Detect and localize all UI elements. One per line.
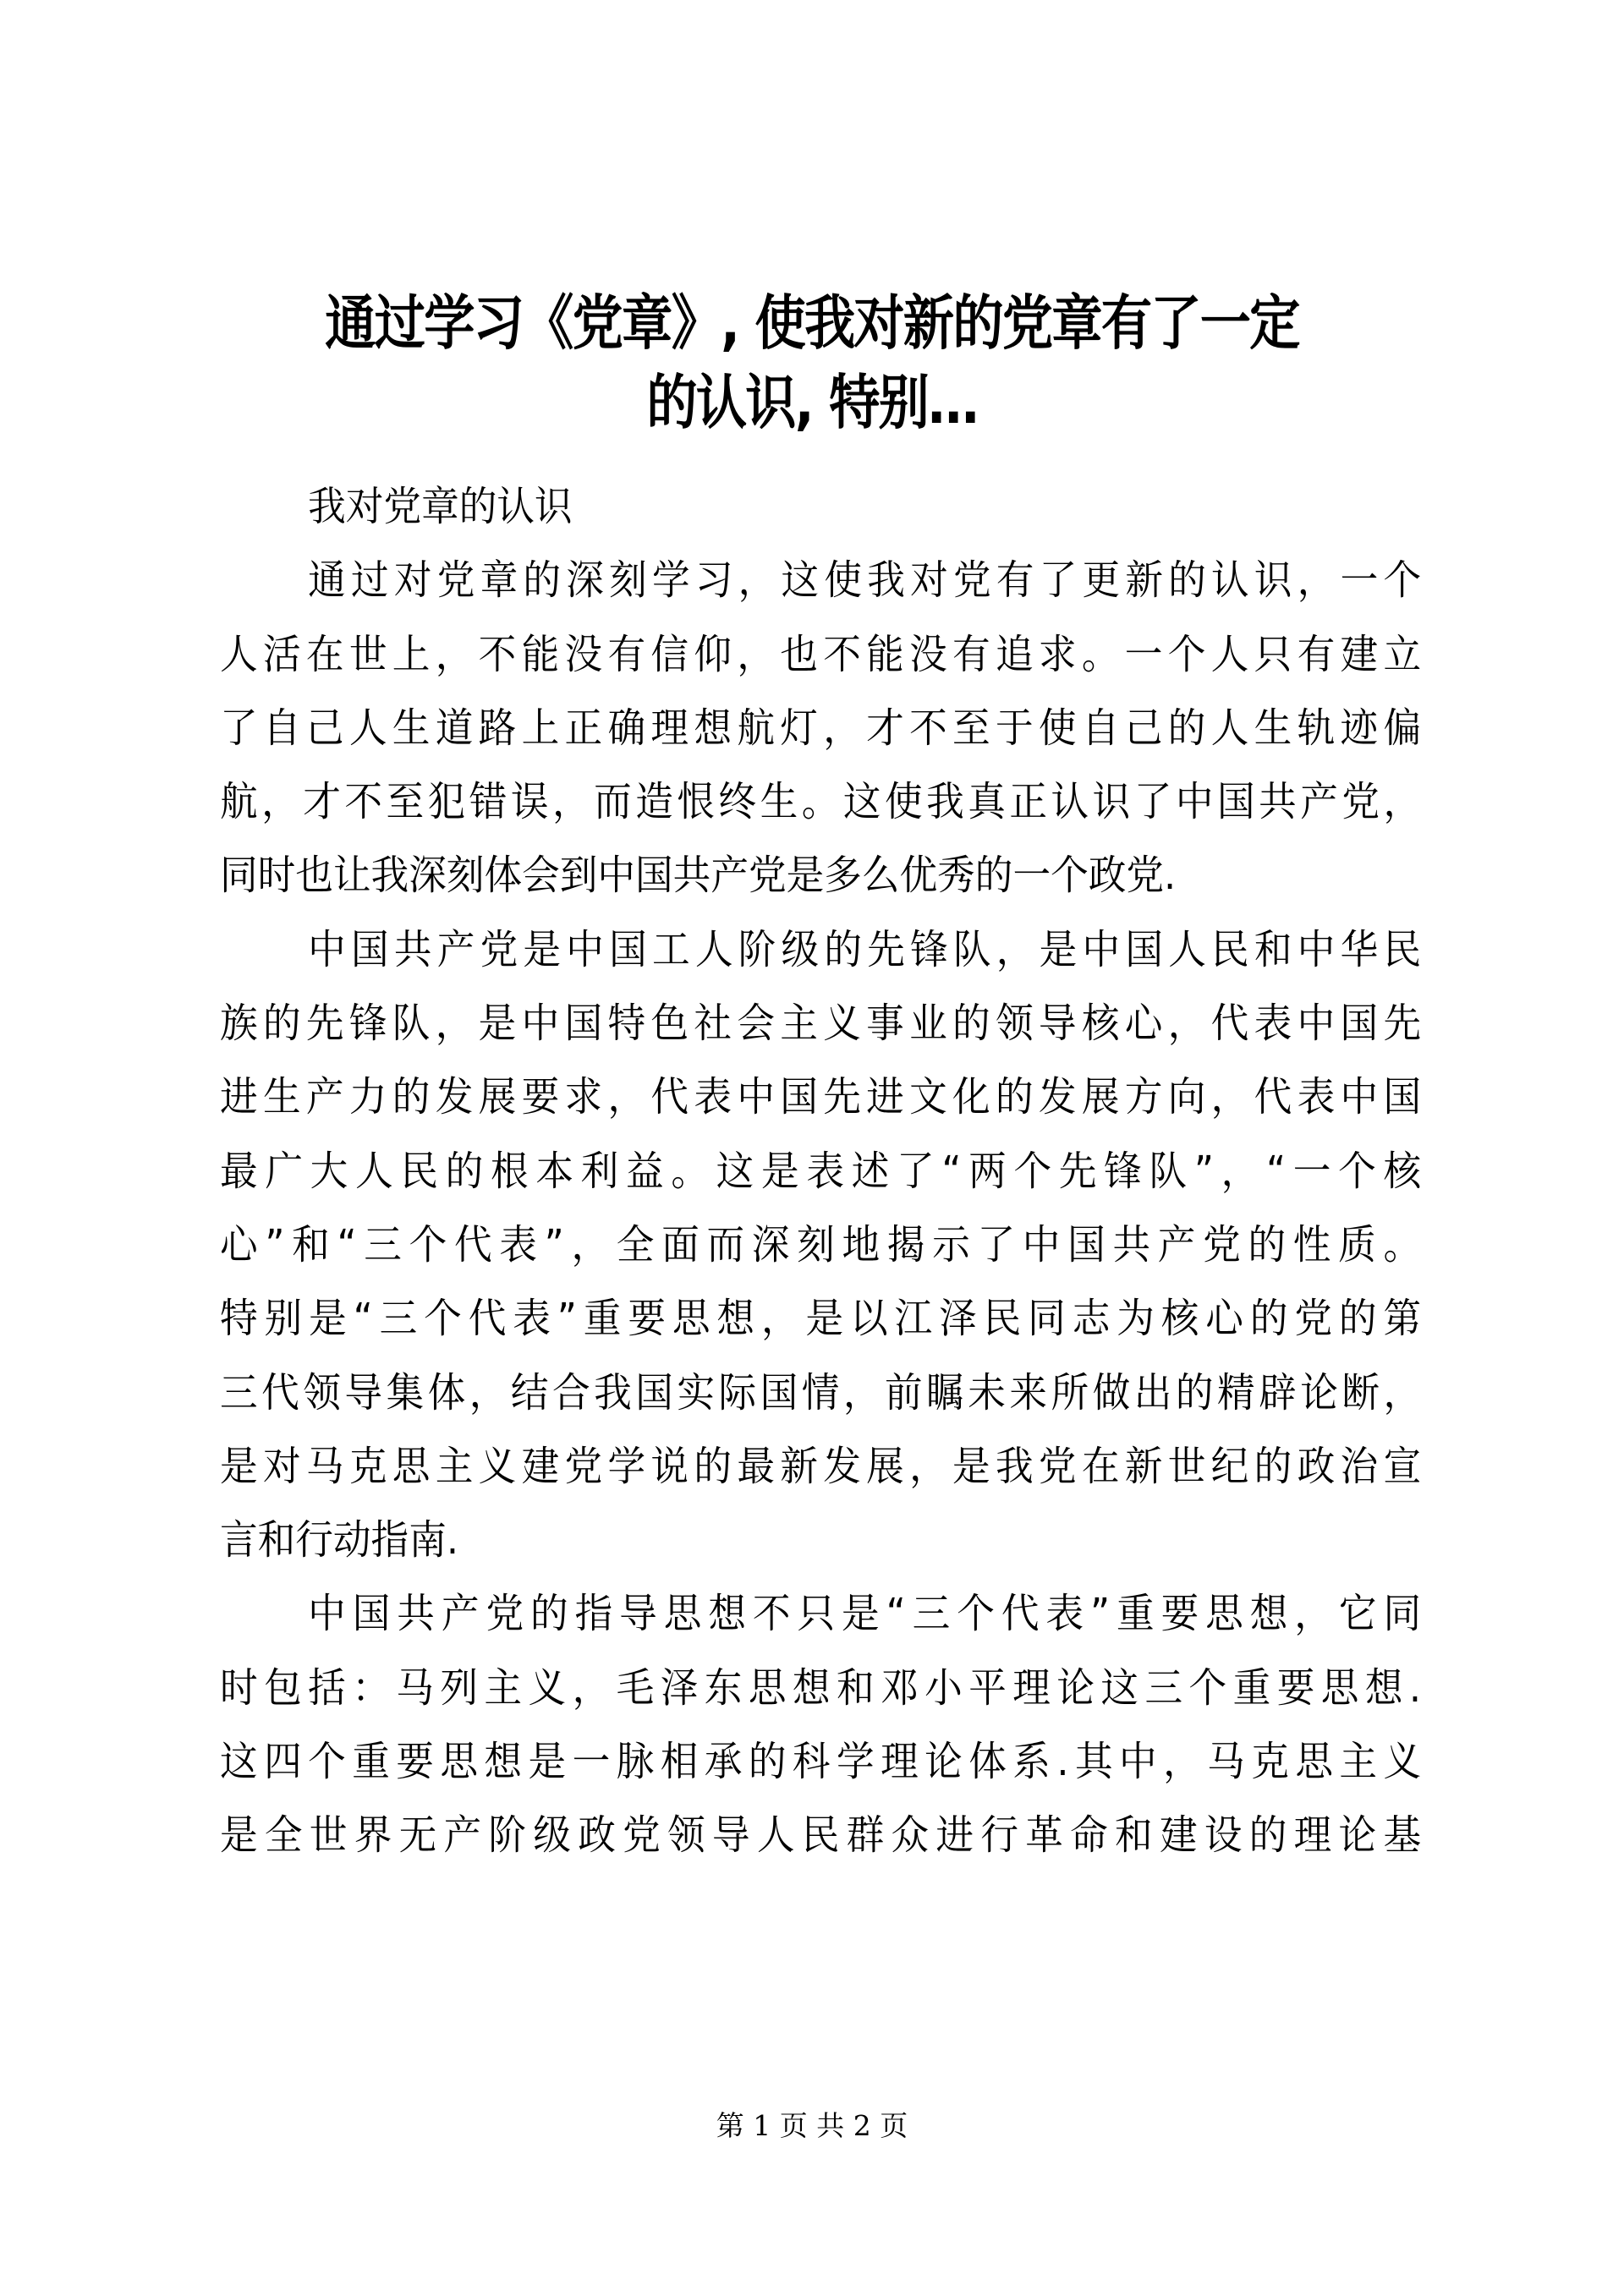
text-line: 中国共产党的指导思想不只是“三个代表”重要思想，它同 [308, 1590, 1422, 1638]
text-line: 同时也让我深刻体会到中国共产党是多么优秀的一个政党. [220, 852, 1177, 900]
text-line: 了自己人生道路上正确理想航灯，才不至于使自己的人生轨迹偏 [220, 704, 1422, 752]
text-line: 通过对党章的深刻学习，这使我对党有了更新的认识，一个 [308, 556, 1422, 605]
text-line: 进生产力的发展要求，代表中国先进文化的发展方向，代表中国 [220, 1073, 1422, 1121]
title-line: 通过学习《党章》, 使我对新的党章有了一定 [325, 288, 1299, 358]
document-title [288, 283, 1336, 442]
text-line: 是全世界无产阶级政党领导人民群众进行革命和建设的理论基 [220, 1811, 1422, 1860]
title-line: 的认识, 特别… [646, 368, 978, 437]
text-line: 中国共产党是中国工人阶级的先锋队，是中国人民和中华民 [308, 925, 1422, 973]
text-line: 最广大人民的根本利益。这是表述了“两个先锋队”，“一个核 [220, 1147, 1422, 1195]
text-line: 族的先锋队，是中国特色社会主义事业的领导核心，代表中国先 [220, 1000, 1422, 1048]
text-line: 特别是“三个代表”重要思想，是以江泽民同志为核心的党的第 [220, 1295, 1422, 1343]
text-line: 三代领导集体，结合我国实际国情，前瞩未来所做出的精辟论断， [220, 1368, 1422, 1417]
text-line: 言和行动指南. [220, 1516, 459, 1564]
document-body [220, 470, 1421, 1873]
page-indicator: 第 1 页 共 2 页 [716, 2109, 908, 2142]
text-line: 这四个重要思想是一脉相承的科学理论体系.其中，马克思主义 [220, 1738, 1422, 1786]
paragraph-1 [220, 544, 1421, 912]
page-footer [0, 2107, 1624, 2145]
text-line: 心”和“三个代表”，全面而深刻地揭示了中国共产党的性质。 [220, 1220, 1422, 1269]
text-line: 是对马克思主义建党学说的最新发展，是我党在新世纪的政治宣 [220, 1442, 1422, 1490]
text-line: 时包括：马列主义，毛泽东思想和邓小平理论这三个重要思想. [220, 1663, 1422, 1712]
text-line: 航，才不至犯错误，而造恨终生。这使我真正认识了中国共产党， [220, 778, 1422, 826]
paragraph-2 [220, 913, 1421, 1578]
text-line: 人活在世上，不能没有信仰，也不能没有追求。一个人只有建立 [220, 630, 1422, 678]
section-heading: 我对党章的认识 [308, 483, 573, 530]
paragraph-3 [220, 1577, 1421, 1872]
